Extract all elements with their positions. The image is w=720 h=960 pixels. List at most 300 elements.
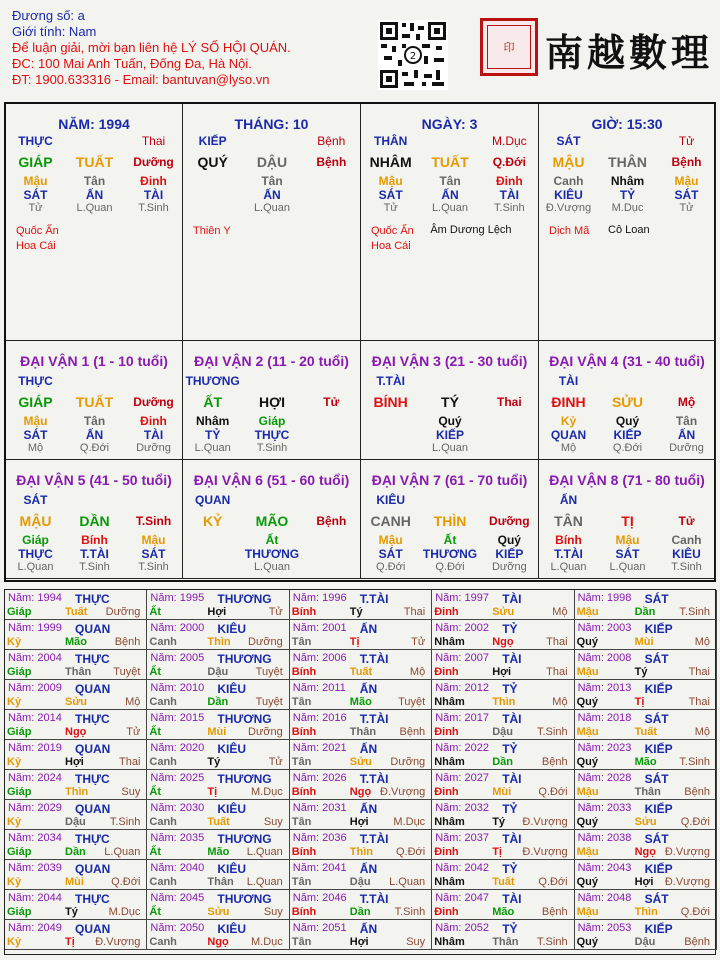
year-ten-god: SÁT — [644, 892, 669, 906]
year-cell — [290, 590, 432, 620]
year-branch: Tý — [349, 606, 363, 618]
year-stem: Bính — [291, 786, 317, 798]
ten-god: TÀI — [558, 374, 579, 388]
year-stem: Mậu — [576, 906, 599, 918]
year-cell — [575, 920, 717, 950]
earthly-branch: TỊ — [621, 513, 634, 529]
year-branch: Tị — [492, 846, 502, 858]
ten-god: KIÊU — [376, 493, 405, 507]
year-stem: Ất — [149, 726, 161, 738]
year-stem: Bính — [291, 606, 317, 618]
life-stage: Thai — [496, 395, 522, 409]
year-ten-god: KIÊU — [217, 682, 247, 696]
year-ten-god: SÁT — [644, 592, 669, 606]
year-stem: Tân — [291, 756, 312, 768]
year-ten-god: TÀI — [502, 652, 522, 666]
year-ten-god: ẤN — [359, 742, 378, 756]
year-label: Năm: 2019 — [8, 742, 62, 754]
year-cell — [432, 920, 574, 950]
earthly-branch: THÂN — [608, 154, 647, 170]
year-stage: M.Dục — [251, 936, 283, 948]
year-ten-god: THỰC — [75, 772, 110, 786]
hidden-god: TÀI — [143, 428, 164, 442]
year-ten-god: TÀI — [502, 772, 522, 786]
year-stage: L.Quan — [246, 876, 283, 888]
year-label: Năm: 1995 — [150, 592, 205, 604]
year-stem: Quý — [576, 816, 598, 828]
year-branch: Thìn — [492, 696, 516, 708]
year-ten-god: QUAN — [75, 862, 111, 876]
year-branch: Hợi — [65, 756, 84, 768]
year-cell — [290, 650, 432, 680]
year-cell — [575, 710, 717, 740]
year-stage: Mộ — [125, 696, 141, 708]
hidden-god: SÁT — [23, 188, 48, 202]
year-stage: Bệnh — [399, 726, 426, 738]
year-label: Năm: 2028 — [577, 772, 632, 784]
year-ten-god: T.TÀI — [359, 652, 389, 666]
year-stem: Ất — [149, 606, 161, 618]
year-label: Năm: 2036 — [292, 832, 347, 844]
year-stem: Quý — [576, 876, 598, 888]
year-cell — [5, 830, 147, 860]
hidden-stem: Tân — [83, 174, 106, 188]
year-stage: T.Sinh — [679, 606, 710, 618]
life-stage: Q.Đới — [492, 155, 526, 169]
year-ten-god: QUAN — [75, 922, 111, 936]
year-ten-god: KIÊU — [217, 742, 247, 756]
year-stage: Tuyệt — [255, 696, 283, 708]
year-cell — [5, 800, 147, 830]
year-stem: Bính — [291, 846, 317, 858]
heavenly-stem: KỶ — [202, 513, 223, 529]
earthly-branch: THÌN — [433, 513, 467, 529]
year-label: Năm: 2008 — [577, 652, 632, 664]
year-stem: Mậu — [576, 606, 599, 618]
year-stage: M.Dục — [393, 816, 426, 828]
pillar-cell — [361, 104, 539, 341]
year-stage: L.Quan — [104, 846, 141, 858]
earthly-branch: TUẤT — [75, 394, 114, 410]
year-branch: Tý — [634, 666, 648, 678]
year-stage: Thai — [688, 696, 710, 708]
year-ten-god: TÀI — [502, 712, 522, 726]
year-stem: Ất — [149, 786, 161, 798]
year-cell — [147, 890, 289, 920]
year-cell — [5, 740, 147, 770]
year-ten-god: KIÊU — [217, 922, 247, 936]
hidden-god: TỶ — [619, 188, 636, 202]
gender-line: Giới tính: Nam — [12, 24, 97, 39]
year-cell — [575, 680, 717, 710]
hidden-god: TÀI — [499, 188, 519, 202]
year-ten-god: T.TÀI — [359, 892, 389, 906]
hidden-god: THỰC — [18, 547, 53, 561]
year-branch: Tuất — [207, 816, 230, 828]
year-label: Năm: 2002 — [435, 622, 489, 634]
year-stem: Ất — [149, 666, 161, 678]
year-branch: Dậu — [492, 726, 513, 738]
year-stage: Thai — [403, 606, 426, 618]
year-cell — [5, 890, 147, 920]
year-label: Năm: 2021 — [292, 742, 347, 754]
year-stem: Mậu — [576, 666, 599, 678]
year-branch: Mùi — [65, 876, 84, 888]
year-stage: Suy — [263, 816, 283, 828]
year-branch: Tý — [207, 756, 221, 768]
heavenly-stem: BÍNH — [373, 394, 408, 410]
hidden-god: TỶ — [204, 428, 221, 442]
hidden-stem: Tân — [261, 174, 283, 188]
hidden-stem: Nhâm — [195, 414, 230, 428]
year-ten-god: THƯƠNG — [217, 772, 272, 786]
cell-title: ĐẠI VẬN 3 (21 - 30 tuổi) — [371, 353, 528, 369]
life-stage: Tử — [678, 514, 695, 528]
dai-van-cell — [539, 460, 716, 579]
year-cell — [290, 770, 432, 800]
year-cell — [147, 920, 289, 950]
year-stage: Q.Đới — [111, 876, 141, 888]
year-label: Năm: 2025 — [150, 772, 205, 784]
year-stem: Mậu — [576, 846, 599, 858]
cell-title: GIỜ: 15:30 — [591, 116, 663, 132]
hidden-stage: Mộ — [27, 442, 44, 454]
ten-god: T.TÀI — [376, 374, 405, 388]
year-stage: Đ.Vượng — [664, 846, 710, 858]
life-stage: Bệnh — [316, 514, 347, 528]
ten-god: SÁT — [23, 493, 48, 507]
year-label: Năm: 2010 — [150, 682, 205, 694]
heavenly-stem: TÂN — [554, 513, 583, 529]
year-label: Năm: 2044 — [8, 892, 62, 904]
year-stem: Kỷ — [7, 816, 22, 828]
year-stage: Q.Đới — [395, 846, 426, 858]
hidden-stem: Giáp — [22, 533, 49, 547]
year-stem: Giáp — [7, 726, 32, 738]
year-stem: Tân — [291, 936, 312, 948]
year-stem: Bính — [291, 906, 317, 918]
ten-god: SÁT — [556, 134, 581, 148]
year-branch: Thìn — [207, 636, 231, 648]
year-stem: Canh — [149, 636, 177, 648]
year-stage: Thai — [546, 636, 568, 648]
year-cell — [290, 620, 432, 650]
hidden-stage: Tử — [383, 202, 398, 214]
year-branch: Thìn — [65, 786, 89, 798]
year-cell — [147, 590, 289, 620]
year-stage: Đ.Vượng — [522, 816, 568, 828]
heavenly-stem: ẤT — [203, 394, 222, 410]
hidden-god: QUAN — [550, 428, 587, 442]
hidden-stage: L.Quan — [76, 202, 113, 214]
hidden-stage: Dưỡng — [491, 561, 527, 573]
year-stem: Canh — [149, 756, 177, 768]
ten-god: KIẾP — [198, 134, 227, 148]
year-label: Năm: 2040 — [150, 862, 205, 874]
year-branch: Ngọ — [65, 726, 87, 738]
year-ten-god: THỰC — [75, 892, 110, 906]
year-ten-god: THỰC — [75, 592, 110, 606]
year-stem: Ất — [149, 906, 161, 918]
year-stage: M.Dục — [251, 786, 283, 798]
year-stem: Kỷ — [7, 696, 22, 708]
cell-title: THÁNG: 10 — [234, 116, 309, 132]
year-label: Năm: 2015 — [150, 712, 205, 724]
shen-sha-2: Cô Loan — [608, 224, 650, 236]
hidden-stem: Mậu — [23, 414, 48, 428]
hidden-stage: L.Quan — [431, 202, 469, 214]
pillar-extra: Thai — [141, 134, 166, 148]
year-cell — [432, 770, 574, 800]
year-stage: Dưỡng — [248, 726, 283, 738]
year-stage: Bệnh — [541, 906, 568, 918]
year-stem: Nhâm — [434, 816, 465, 828]
hidden-stage: Q.Đới — [612, 442, 643, 454]
year-cell — [575, 770, 717, 800]
year-stage: Mộ — [552, 696, 568, 708]
hidden-god: SÁT — [674, 188, 699, 202]
earthly-branch: TUẤT — [75, 154, 114, 170]
ten-god: THỰC — [18, 134, 53, 148]
year-branch: Ngọ — [634, 846, 656, 858]
year-stage: T.Sinh — [537, 726, 568, 738]
year-ten-god: ẤN — [359, 682, 378, 696]
year-branch: Tị — [349, 636, 360, 648]
year-ten-god: T.TÀI — [359, 772, 389, 786]
year-branch: Dần — [634, 606, 656, 618]
dai-van-cell — [361, 460, 539, 579]
year-ten-god: QUAN — [75, 802, 111, 816]
year-ten-god: KIẾP — [644, 922, 673, 936]
year-ten-god: KIẾP — [644, 862, 673, 876]
year-stem: Tân — [291, 696, 312, 708]
year-stem: Tân — [291, 876, 312, 888]
hidden-god: THƯƠNG — [422, 547, 478, 561]
year-stage: Tử — [268, 756, 283, 768]
year-cell — [575, 620, 717, 650]
shen-sha: Thiên Y — [193, 225, 231, 237]
year-stem: Quý — [576, 756, 598, 768]
year-branch: Ngọ — [207, 936, 229, 948]
year-label: Năm: 2053 — [577, 922, 632, 934]
year-branch: Thân — [634, 786, 661, 798]
year-label: Năm: 2030 — [150, 802, 205, 814]
year-stage: M.Dục — [108, 906, 141, 918]
year-cell — [5, 620, 147, 650]
hidden-god: ẤN — [263, 188, 281, 202]
year-cell — [432, 590, 574, 620]
year-stage: Q.Đới — [538, 786, 568, 798]
year-label: Năm: 2003 — [577, 622, 632, 634]
hidden-god: SÁT — [615, 547, 640, 561]
year-ten-god: T.TÀI — [359, 832, 389, 846]
earthly-branch: MÃO — [255, 513, 289, 529]
year-label: Năm: 1996 — [292, 592, 347, 604]
heavenly-stem: ĐINH — [551, 394, 586, 410]
year-branch: Mùi — [492, 786, 512, 798]
hidden-god: KIÊU — [672, 547, 701, 561]
year-stage: Dưỡng — [248, 636, 283, 648]
year-stem: Giáp — [7, 606, 32, 618]
year-cell — [290, 710, 432, 740]
year-stem: Nhâm — [434, 636, 465, 648]
year-cell — [290, 860, 432, 890]
heavenly-stem: QUÝ — [197, 154, 228, 170]
pillar-extra: Tử — [678, 134, 695, 148]
year-branch: Mùi — [634, 636, 654, 648]
year-branch: Ngọ — [492, 636, 514, 648]
year-stem: Tân — [291, 636, 312, 648]
year-branch: Tuất — [349, 666, 373, 678]
year-stage: Mộ — [694, 636, 710, 648]
year-branch: Hợi — [207, 606, 227, 618]
year-cell — [147, 800, 289, 830]
pillar-cell — [183, 104, 361, 341]
hidden-god: SÁT — [23, 428, 48, 442]
year-branch: Dậu — [65, 816, 86, 828]
year-stem: Kỷ — [7, 636, 22, 648]
year-stem: Canh — [149, 816, 177, 828]
life-stage: Mộ — [677, 395, 696, 409]
hidden-stem: Mậu — [674, 174, 699, 188]
year-stage: Thai — [688, 666, 710, 678]
year-stage: T.Sinh — [537, 936, 568, 948]
year-ten-god: THỰC — [75, 832, 110, 846]
life-stage: T.Sinh — [135, 514, 172, 528]
dai-van-cell — [6, 460, 183, 579]
hidden-god: SÁT — [378, 547, 403, 561]
year-label: Năm: 2005 — [150, 652, 205, 664]
cell-title: ĐẠI VẬN 6 (51 - 60 tuổi) — [193, 472, 350, 488]
svg-text:2: 2 — [409, 51, 417, 62]
year-cell — [5, 710, 147, 740]
year-branch: Mão — [207, 846, 230, 858]
year-branch: Dậu — [634, 936, 656, 948]
heavenly-stem: MẬU — [552, 154, 585, 170]
year-stage: Suy — [263, 906, 283, 918]
hidden-stage: L.Quan — [253, 202, 291, 214]
qr-code-icon — [378, 20, 448, 90]
hidden-god: ẤN — [85, 188, 104, 202]
year-ten-god: KIẾP — [644, 682, 673, 696]
year-cell — [432, 800, 574, 830]
year-branch: Tuất — [65, 606, 88, 618]
hidden-stem: Tân — [675, 414, 698, 428]
year-label: Năm: 1998 — [577, 592, 632, 604]
hidden-stem: Bính — [81, 533, 108, 547]
year-ten-god: TỶ — [502, 862, 518, 876]
year-branch: Hợi — [349, 816, 369, 828]
year-cell — [290, 830, 432, 860]
hidden-stage: Đ.Vượng — [545, 202, 592, 214]
year-stage: Dưỡng — [105, 606, 141, 618]
hidden-stage: L.Quan — [550, 561, 587, 573]
year-cell — [432, 830, 574, 860]
year-ten-god: TỶ — [502, 682, 518, 696]
year-ten-god: SÁT — [644, 772, 669, 786]
year-cell — [147, 830, 289, 860]
dai-van-cell — [183, 460, 361, 579]
year-ten-god: TÀI — [502, 832, 522, 846]
year-ten-god: QUAN — [75, 682, 111, 696]
year-stage: L.Quan — [389, 876, 426, 888]
heavenly-stem: CANH — [370, 513, 411, 529]
year-label: Năm: 2047 — [435, 892, 489, 904]
year-label: Năm: 2039 — [8, 862, 62, 874]
brand-logo: 南越數理 — [545, 30, 714, 75]
year-stem: Nhâm — [434, 876, 465, 888]
year-ten-god: SÁT — [644, 652, 669, 666]
cell-title: ĐẠI VẬN 7 (61 - 70 tuổi) — [371, 472, 528, 488]
hidden-stem: Nhâm — [610, 174, 645, 188]
dai-van-cell — [361, 341, 539, 460]
hidden-stem: Ất — [443, 533, 457, 547]
pillar-cell — [539, 104, 716, 341]
heavenly-stem: NHÂM — [369, 154, 412, 170]
year-cell — [147, 620, 289, 650]
header-info — [12, 8, 372, 88]
hidden-stage: T.Sinh — [138, 561, 169, 573]
year-branch: Mão — [634, 756, 657, 768]
year-ten-god: KIẾP — [644, 622, 673, 636]
year-cell — [432, 680, 574, 710]
hidden-stage: M.Dục — [611, 202, 644, 214]
year-stage: Đ.Vượng — [664, 876, 710, 888]
year-label: Năm: 2029 — [8, 802, 62, 814]
year-branch: Dần — [65, 846, 86, 858]
year-ten-god: SÁT — [644, 712, 669, 726]
year-label: Năm: 2006 — [292, 652, 347, 664]
year-stem: Quý — [576, 936, 598, 948]
hidden-stem: Canh — [671, 533, 702, 547]
year-cell — [432, 710, 574, 740]
year-ten-god: THƯƠNG — [217, 652, 272, 666]
year-label: Năm: 2052 — [435, 922, 489, 934]
hidden-god: T.TÀI — [554, 547, 583, 561]
ten-god: THỰC — [18, 374, 53, 388]
year-stage: Mộ — [409, 666, 426, 678]
year-cell — [5, 920, 147, 950]
year-branch: Mùi — [207, 726, 227, 738]
year-cell — [5, 680, 147, 710]
year-label: Năm: 2000 — [150, 622, 205, 634]
hidden-stage: L.Quan — [431, 442, 469, 454]
year-branch: Tuất — [634, 726, 657, 738]
year-stem: Canh — [149, 876, 177, 888]
year-branch: Thân — [349, 726, 377, 738]
hidden-god: ẤN — [441, 188, 459, 202]
year-label: Năm: 2037 — [435, 832, 489, 844]
year-stage: Tử — [411, 636, 426, 648]
hidden-stage: Tử — [28, 202, 43, 214]
year-branch: Thân — [492, 936, 519, 948]
year-stage: Mộ — [552, 606, 568, 618]
year-cell — [575, 860, 717, 890]
year-branch: Tuất — [492, 876, 515, 888]
year-stem: Kỷ — [7, 936, 22, 948]
year-ten-god: THƯƠNG — [217, 832, 272, 846]
year-ten-god: TÀI — [502, 592, 522, 606]
hidden-stem: Giáp — [258, 414, 286, 428]
year-branch: Tị — [207, 786, 218, 798]
year-stage: T.Sinh — [109, 816, 141, 828]
year-stage: Bệnh — [684, 786, 710, 798]
year-branch: Dậu — [349, 876, 371, 888]
shen-sha: Quốc Ấn Hoa Cái — [371, 225, 414, 252]
shen-sha: Quốc Ấn Hoa Cái — [16, 225, 59, 252]
year-label: Năm: 1999 — [8, 622, 62, 634]
cell-title: ĐẠI VẬN 8 (71 - 80 tuổi) — [549, 472, 705, 488]
